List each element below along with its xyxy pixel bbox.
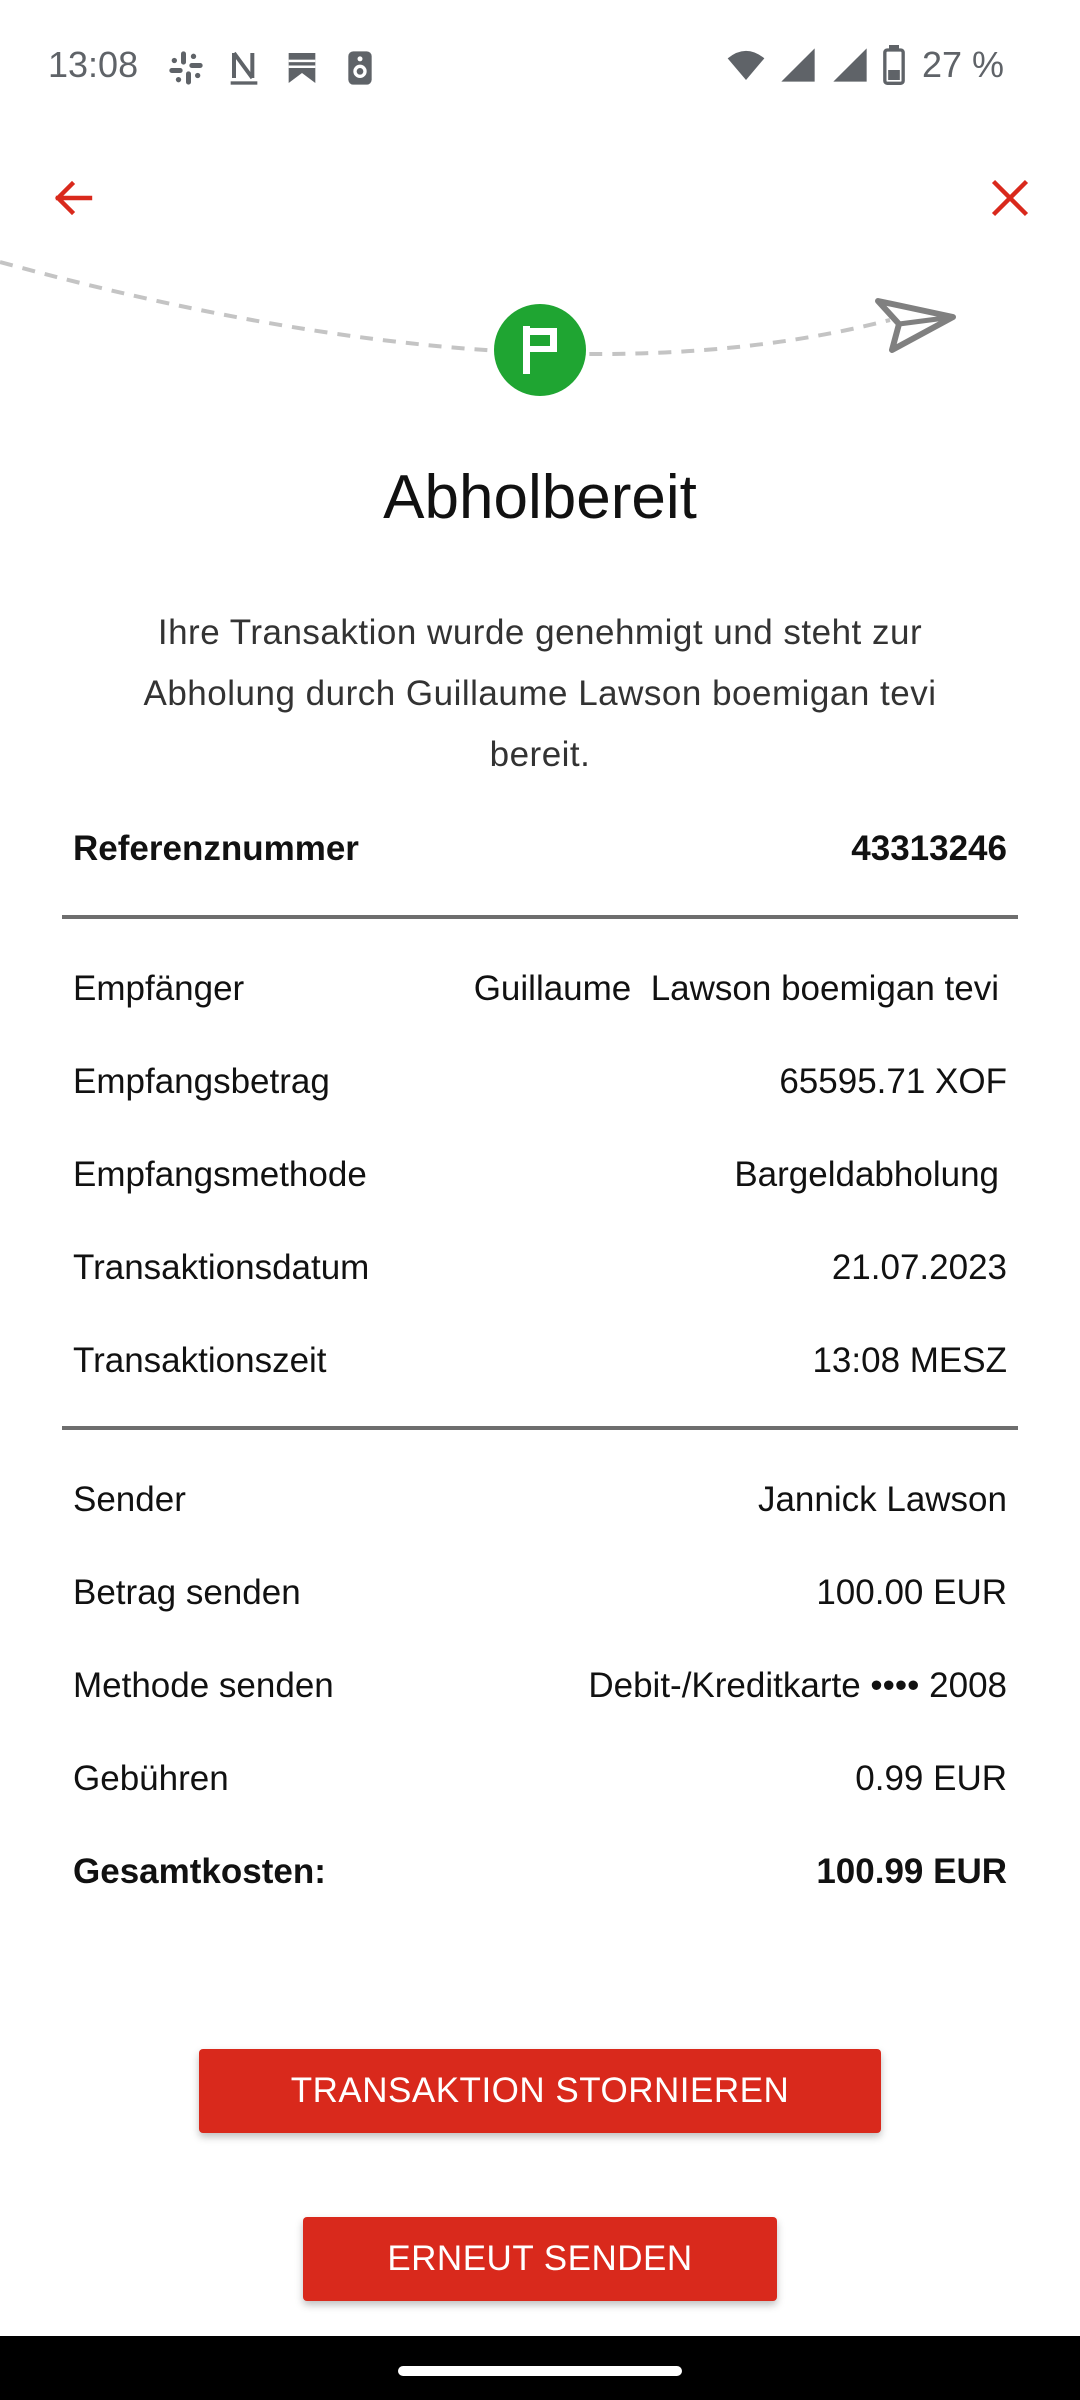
slack-icon bbox=[166, 48, 206, 88]
detail-label: Empfangsmethode bbox=[73, 1155, 367, 1194]
detail-row-transaction-date bbox=[73, 1248, 1007, 1288]
detail-row-sender bbox=[73, 1480, 1007, 1520]
status-time: 13:08 bbox=[48, 44, 139, 85]
detail-value: 21.07.2023 bbox=[831, 1248, 1007, 1287]
detail-label: Sender bbox=[73, 1480, 186, 1519]
close-button[interactable] bbox=[974, 162, 1046, 234]
detail-label: Empfänger bbox=[73, 969, 245, 1008]
reference-row bbox=[73, 829, 1007, 869]
detail-row-transaction-time bbox=[73, 1341, 1007, 1381]
home-gesture-pill[interactable] bbox=[398, 2366, 682, 2376]
detail-label: Transaktionsdatum bbox=[73, 1248, 370, 1287]
detail-value: 65595.71 XOF bbox=[779, 1062, 1007, 1101]
total-label: Gesamtkosten: bbox=[73, 1852, 326, 1891]
detail-value: 100.00 EUR bbox=[816, 1573, 1007, 1612]
system-status bbox=[726, 44, 1004, 86]
system-navigation-bar bbox=[0, 2336, 1080, 2400]
signal-icon bbox=[778, 45, 818, 85]
speaker-icon bbox=[340, 48, 380, 88]
battery-percentage: 27 % bbox=[921, 44, 1004, 85]
total-value: 100.99 EUR bbox=[816, 1852, 1007, 1891]
status-description: Ihre Transaktion wurde genehmigt und steht zur Abholung durch Guillaume Lawson boemigan tevi bereit. bbox=[143, 613, 937, 774]
detail-value: 0.99 EUR bbox=[855, 1759, 1007, 1798]
notion-icon bbox=[224, 48, 264, 88]
cancel-transaction-button[interactable]: TRANSAKTION STORNIEREN bbox=[199, 2049, 881, 2133]
detail-value: Jannick Lawson bbox=[757, 1480, 1007, 1519]
arrow-back-icon bbox=[50, 174, 98, 222]
divider bbox=[62, 915, 1018, 919]
detail-row-receive-method bbox=[73, 1155, 1007, 1195]
status-bar bbox=[0, 0, 1080, 136]
detail-row-send-method bbox=[73, 1666, 1007, 1706]
wifi-icon bbox=[726, 45, 766, 85]
detail-value: 13:08 MESZ bbox=[812, 1341, 1007, 1380]
resend-button[interactable]: ERNEUT SENDEN bbox=[303, 2217, 777, 2301]
signal-icon bbox=[830, 45, 870, 85]
back-button[interactable] bbox=[38, 162, 110, 234]
detail-label: Transaktionszeit bbox=[73, 1341, 327, 1380]
detail-value: Guillaume Lawson boemigan tevi bbox=[473, 969, 999, 1008]
reference-label: Referenznummer bbox=[73, 829, 359, 868]
battery-icon bbox=[882, 45, 906, 85]
close-icon bbox=[988, 176, 1032, 220]
detail-row-receiver bbox=[73, 969, 1007, 1009]
detail-label: Betrag senden bbox=[73, 1573, 301, 1612]
detail-label: Gebühren bbox=[73, 1759, 229, 1798]
bookmark-icon bbox=[282, 48, 322, 88]
send-icon bbox=[878, 301, 953, 350]
notification-icons bbox=[166, 48, 380, 88]
detail-value: Debit-/Kreditkarte •••• 2008 bbox=[588, 1666, 1007, 1705]
detail-label: Empfangsbetrag bbox=[73, 1062, 330, 1101]
detail-row-fees bbox=[73, 1759, 1007, 1799]
detail-row-receive-amount bbox=[73, 1062, 1007, 1102]
divider bbox=[62, 1426, 1018, 1430]
detail-value: Bargeldabholung bbox=[734, 1155, 999, 1194]
total-row bbox=[73, 1852, 1007, 1892]
detail-row-send-amount bbox=[73, 1573, 1007, 1613]
progress-arc bbox=[0, 240, 1080, 410]
detail-label: Methode senden bbox=[73, 1666, 334, 1705]
reference-value: 43313246 bbox=[851, 829, 1007, 868]
page-title: Abholbereit bbox=[383, 463, 697, 532]
